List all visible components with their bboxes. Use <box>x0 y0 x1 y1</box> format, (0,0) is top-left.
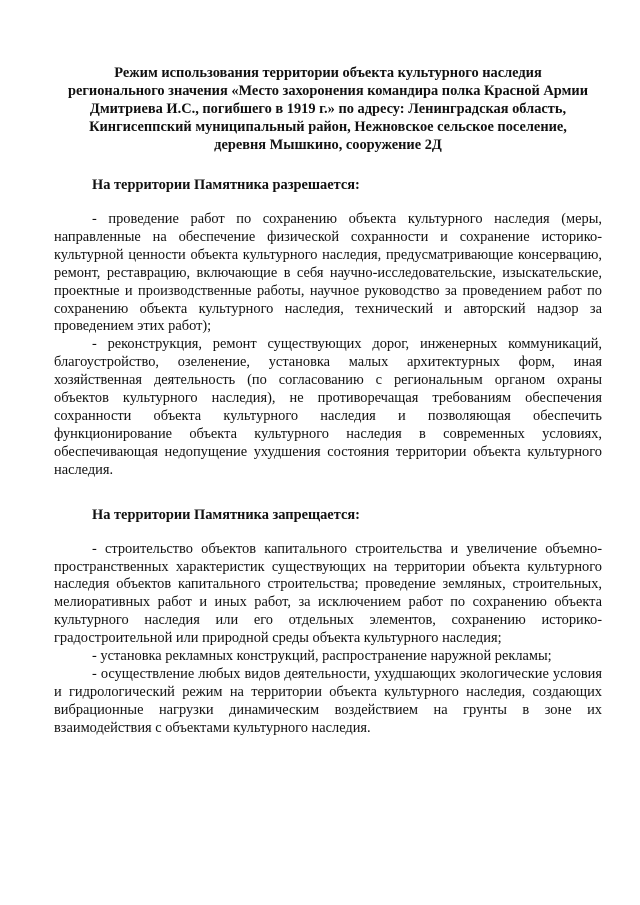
allowed-item: - реконструкция, ремонт существующих дорог, инженерных коммуникаций, благоустройство, озеленение, установка малых архитектурных форм, иная хозяйственная деятельность (по согласованию с региональным органом охраны объектов культурного наследия), не противоречащая требованиям обеспечения сохранности объекта культурного наследия и позволяющая обеспечить функционирование объекта культурного наследия в современных условиях, обеспечивающая недопущение ухудшения состояния территории объекта культурного наследия. <box>54 336 602 478</box>
allowed-section-heading: На территории Памятника разрешается: <box>92 177 360 193</box>
allowed-item: - проведение работ по сохранению объекта культурного наследия (меры, направленные на обеспечение физической сохранности и сохранение историко-культурной ценности объекта культурного наследия, предусматривающие консервацию, ремонт, реставрацию, включающие в себя научно-исследовательские, изыскательские, проектные и производственные работы, научное руководство за проведением работ по сохранению объекта культурного наследия, технический и авторский надзор за проведением этих работ); <box>54 211 602 335</box>
document-title: Режим использования территории объекта культурного наследия регионального значения «Место захоронения командира полка Красной Армии Дмитриева И.С., погибшего в 1919 г.» по адресу: Ленинградская область, Кингисеппский муниципальный район, Нежновское сельское поселение, деревня Мышкино, сооружение 2Д <box>68 65 588 153</box>
forbidden-section-heading: На территории Памятника запрещается: <box>92 506 360 523</box>
allowed-list <box>54 211 602 480</box>
forbidden-item: - осуществление любых видов деятельности, ухудшающих экологические условия и гидрологический режим на территории объекта культурного наследия, создающих вибрационные нагрузки динамическим воздействием на грунты в зоне их взаимодействия с объектами культурного наследия. <box>54 665 602 736</box>
forbidden-item: - установка рекламных конструкций, распространение наружной рекламы; <box>92 648 552 665</box>
forbidden-item: - строительство объектов капитального строительства и увеличение объемно-пространственных характеристик существующих на территории объекта культурного наследия объектов капитального строительства; проведение земляных, строительных, мелиоративных работ и иных работ, за исключением работ по сохранению объекта культурного наследия или его отдельных элементов, сохранению историко-градостроительной или природной среды объекта культурного наследия; <box>54 540 602 647</box>
forbidden-list <box>54 541 602 738</box>
document-page <box>54 64 602 738</box>
